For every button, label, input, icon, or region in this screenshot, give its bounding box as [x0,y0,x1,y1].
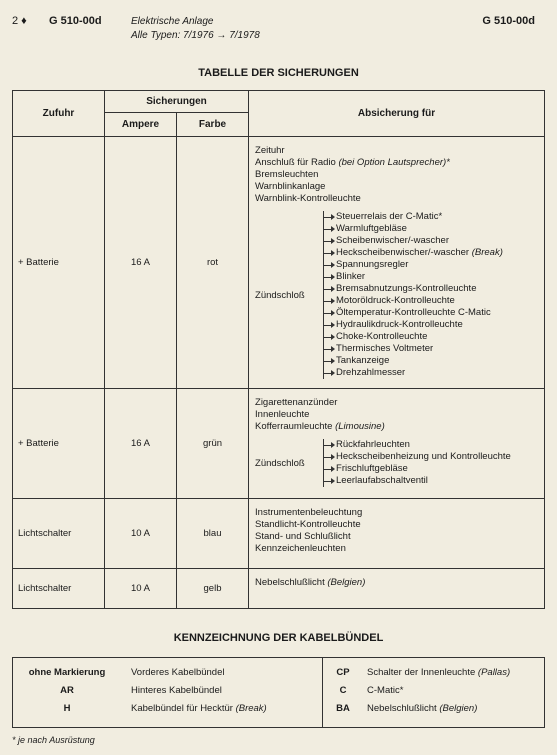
fuse-row [13,389,545,499]
protected-item [255,157,538,169]
ampere-cell: 10 A [105,499,177,569]
protected-item [336,463,511,475]
protected-item [336,319,503,331]
legend-description-text: Kabelbündel für Hecktür [131,703,236,714]
document-subtitle [131,15,260,43]
protected-item [336,355,503,367]
protection-cell [249,499,545,569]
legend-description [367,684,403,698]
fuse-row [13,569,545,609]
legend-description [367,666,510,680]
header-zufuhr: Zufuhr [13,91,105,137]
protected-item-label: Rückfahrleuchten [336,439,410,450]
legend-divider [322,658,323,727]
header-absicherung: Absicherung für [249,91,545,137]
color-cell: blau [177,499,249,569]
protected-item [336,295,503,307]
protected-item-label: Bremsleuchten [255,169,319,180]
protected-item [336,343,503,355]
legend-description-note: (Pallas) [477,667,511,678]
protected-item [255,543,538,555]
protected-item-label: Thermisches Voltmeter [336,343,434,354]
protected-item-label: Hydraulikdruck-Kontrolleuchte [336,319,463,330]
protected-item-label: Zeituhr [255,145,285,156]
protected-item-label: Leerlaufabschaltventil [336,475,428,486]
supply-cell: + Batterie [13,137,105,389]
subtitle-line-2: Alle Typen: 7/1976 → 7/1978 [131,30,260,41]
protected-item [336,211,503,223]
protected-item [255,145,538,157]
protected-item-label: Heckscheibenheizung und Kontrolleuchte [336,451,511,462]
protected-item-label: Warnblinkanlage [255,181,326,192]
document-code: G 510-00d [49,15,102,27]
protected-item [336,367,503,379]
ignition-branch [255,211,538,379]
protected-item [336,439,511,451]
supply-cell: Lichtschalter [13,499,105,569]
protected-item [336,259,503,271]
ignition-branch [255,439,538,487]
ignition-switch-label: Zündschloß [255,289,305,301]
protected-item [255,181,538,193]
protected-item [336,235,503,247]
protected-item [336,331,503,343]
protected-item-label: Standlicht-Kontrolleuchte [255,519,361,530]
protection-cell [249,569,545,609]
protected-item [255,409,538,421]
protection-cell [249,137,545,389]
protected-item-label: Kennzeichenleuchten [255,543,346,554]
legend-description-text: Nebelschlußlicht [367,703,440,714]
legend-description [367,702,477,716]
subtitle-line-1: Elektrische Anlage [131,16,214,27]
protected-item [255,577,538,589]
protected-item [255,397,538,409]
ampere-cell: 16 A [105,137,177,389]
protected-item-label: Warnblink-Kontrolleuchte [255,193,361,204]
protected-item [255,421,538,433]
branch-list [323,439,511,487]
legend-key: AR [60,685,74,696]
protected-item [255,519,538,531]
legend-description-text: Schalter der Innenleuchte [367,667,478,678]
fuse-table [12,90,545,609]
protected-item-label: Innenleuchte [255,409,310,420]
protection-cell [249,389,545,499]
protected-item-note: (Break) [471,247,503,258]
protected-item-label: Bremsabnutzungs-Kontrolleuchte [336,283,477,294]
protected-item-label: Zigarettenanzünder [255,397,338,408]
header-ampere: Ampere [105,113,177,137]
protected-item [336,283,503,295]
protected-item-label: Blinker [336,271,366,282]
protected-item [336,451,511,463]
protected-item-label: Steuerrelais der C-Matic* [336,211,443,222]
legend-description-note: (Belgien) [439,703,478,714]
color-cell: rot [177,137,249,389]
footnote: * je nach Ausrüstung [12,735,95,745]
protected-item-note: (Belgien) [327,577,366,588]
protected-item [336,271,503,283]
protected-item-label: Anschluß für Radio [255,157,339,168]
protected-item-note: (bei Option Lautsprecher)* [338,157,450,168]
protected-item-label: Kofferraumleuchte [255,421,336,432]
legend-key: CP [336,667,350,678]
legend-description [131,702,267,716]
branch-list [323,211,503,379]
protected-item-label: Frischluftgebläse [336,463,408,474]
protected-item [255,507,538,519]
supply-cell: Lichtschalter [13,569,105,609]
protected-item [255,531,538,543]
protected-item-label: Heckscheibenwischer/-wascher [336,247,472,258]
protected-item-label: Spannungsregler [336,259,409,270]
fuse-row [13,499,545,569]
cable-legend [12,657,545,728]
protected-item-label: Instrumentenbeleuchtung [255,507,363,518]
protected-item-label: Drehzahlmesser [336,367,406,378]
legend-key: BA [336,703,350,714]
color-cell: grün [177,389,249,499]
legend-description-text: C-Matic* [367,685,404,696]
protected-item-label: Choke-Kontrolleuchte [336,331,428,342]
protected-item [336,307,503,319]
document-code-right: G 510-00d [482,15,535,27]
header-sicherungen: Sicherungen [105,91,249,113]
fuse-table-title: TABELLE DER SICHERUNGEN [198,67,359,79]
protected-item-label: Scheibenwischer/-wascher [336,235,450,246]
fuse-row [13,137,545,389]
header-farbe: Farbe [177,113,249,137]
protected-item-label: Motoröldruck-Kontrolleuchte [336,295,455,306]
protected-item [255,193,538,205]
protected-item [336,475,511,487]
protected-item-label: Öltemperatur-Kontrolleuchte C-Matic [336,307,491,318]
legend-description-text: Hinteres Kabelbündel [131,685,222,696]
protected-item [336,223,503,235]
legend-description-note: (Break) [235,703,267,714]
legend-description [131,666,225,680]
ampere-cell: 16 A [105,389,177,499]
supply-cell: + Batterie [13,389,105,499]
legend-description [131,684,222,698]
protected-item-label: Warmluftgebläse [336,223,407,234]
legend-key: H [63,703,71,714]
page-number: 2 ♦ [12,15,27,27]
legend-description-text: Vorderes Kabelbündel [131,667,225,678]
protected-item-label: Tankanzeige [336,355,390,366]
protected-item-note: (Limousine) [335,421,385,432]
color-cell: gelb [177,569,249,609]
protected-item-label: Nebelschlußlicht [255,577,328,588]
legend-key: C [339,685,347,696]
ampere-cell: 10 A [105,569,177,609]
protected-item [336,247,503,259]
ignition-switch-label: Zündschloß [255,457,305,469]
protected-item [255,169,538,181]
legend-key: ohne Markierung [28,667,106,678]
cable-legend-title: KENNZEICHNUNG DER KABELBÜNDEL [173,632,384,644]
protected-item-label: Stand- und Schlußlicht [255,531,351,542]
